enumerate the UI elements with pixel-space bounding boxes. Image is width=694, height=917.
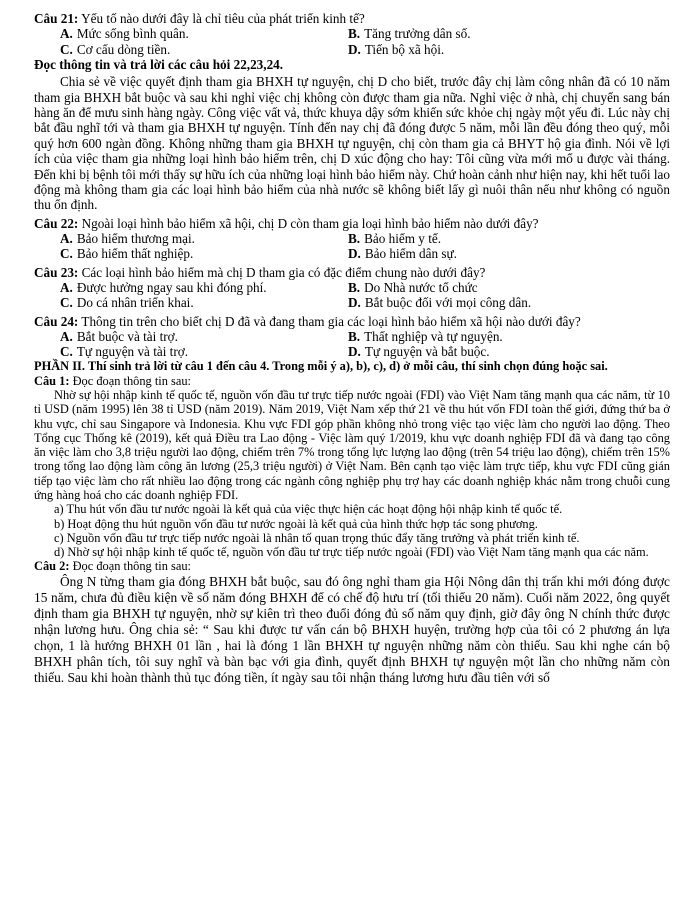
option-c: C. Tự nguyện và tài trợ.	[60, 344, 188, 360]
question-number: Câu 21:	[34, 11, 79, 26]
question-text: Yếu tố nào dưới đây là chỉ tiêu của phát triển kinh tế?	[81, 11, 365, 26]
question-2-lead: Câu 2: Đọc đoạn thông tin sau:	[34, 559, 191, 574]
statement-c: c) Nguồn vốn đầu tư trực tiếp nước ngoài là nhân tố quan trọng thúc đẩy tăng trưởng và phát triển kinh tế.	[54, 530, 580, 545]
question-22-options	[34, 231, 670, 261]
passage-paragraph: Chia sẻ về việc quyết định tham gia BHXH tự nguyện, chị D cho biết, trước đây chị làm công nhân đã có 10 năm tham gia BHXH bắt buộc và sau khi nghỉ việc chị không còn được tham gia nữa. Nghỉ việc ở nhà, chị chuyển sang bán hàng ăn để mưu sinh hàng ngày. Công việc vất vả, thức khuya dậy sớm khiến sức khỏe chị ngày một yếu đi. Lúc này chị bắt đầu nghĩ tới và tham gia BHXH tự nguyện. Tính đến nay chị đã đóng được 5 năm, mỗi lần đều đóng theo quý, mỗi quý hơn 600 ngàn đồng. Không những tham gia BHXH tự nguyện, chị còn tham gia cả BHYT hộ gia đình. Nói về lợi ích của việc tham gia những loại hình bảo hiểm trên, chị D xúc động cho hay: Tôi cũng vừa mới mổ u được vài tháng. Đến khi bị bệnh tôi mới thấy sự hữu ích của những loại hình bảo hiểm này. Chứ hoàn cảnh như hiện nay, khi hết tuổi lao động mà không tham gia các loại hình bảo hiểm của nhà nước sẽ không biết lấy gì nuôi thân nếu như không có nguồn thu ổn định.	[34, 74, 670, 213]
question-21	[34, 11, 670, 26]
option-c: C. Cơ cấu dòng tiền.	[60, 41, 171, 57]
option-b: B. Do Nhà nước tổ chức	[348, 280, 478, 296]
question-1-lead: Câu 1: Đọc đoạn thông tin sau:	[34, 373, 191, 388]
question-24: Câu 24: Thông tin trên cho biết chị D đã và đang tham gia các loại hình bảo hiểm xã hội nào dưới đây?	[34, 313, 581, 329]
passage-paragraph: Ông N từng tham gia đóng BHXH bắt buộc, sau đó ông nghỉ tham gia Hội Nông dân thị trấn khi mới đóng được 15 năm, chưa đủ điều kiện về số năm đóng BHXH để có chế độ hưu trí (tối thiểu 20 năm). Cuối năm 2022, ông quyết định tham gia BHXH tự nguyện, nhờ sự kiên trì theo đuổi đóng đủ số năm quy định, giờ đây ông N chính thức được nhận lương hưu. Ông chia sẻ: “ Sau khi được tư vấn cán bộ BHXH huyện, trường hợp của tôi có 2 phương án lựa chọn, 1 là hướng BHXH 01 lần , hai là đóng 1 lần BHXH tự nguyện những năm còn thiếu. Sau khi nghe cán bộ BHXH phân tích, tôi suy nghĩ và bàn bạc với gia đình, quyết định BHXH tự nguyện một lần cho những năm còn thiếu. Sau khi hoàn thành thủ tục đóng tiền, ít ngày sau tôi nhận tháng lương hưu đầu tiên với số	[34, 573, 670, 685]
question-24-options	[34, 329, 670, 359]
statement-b: b) Hoạt động thu hút nguồn vốn đầu tư nước ngoài là kết quả của hình thức hợp tác song phương.	[54, 516, 538, 531]
option-a: A. Mức sống bình quân.	[60, 26, 189, 42]
question-23-options	[34, 280, 670, 310]
part-2-heading: PHẦN II. Thí sinh trả lời từ câu 1 đến câu 4. Trong mỗi ý a), b), c), d) ở mỗi câu, thí sinh chọn đúng hoặc sai.	[34, 359, 608, 374]
option-b: B. Bảo hiểm y tế.	[348, 231, 442, 247]
option-a: A. Bảo hiểm thương mại.	[60, 231, 195, 247]
question-22: Câu 22: Ngoài loại hình bảo hiểm xã hội, chị D còn tham gia loại hình bảo hiểm nào dưới đây?	[34, 215, 539, 231]
question-23: Câu 23: Các loại hình bảo hiểm mà chị D tham gia có đặc điểm chung nào dưới đây?	[34, 264, 486, 280]
option-d: D. Bảo hiểm dân sự.	[348, 246, 457, 262]
question-21-options	[34, 26, 670, 56]
option-a: A. Được hưởng ngay sau khi đóng phí.	[60, 280, 267, 296]
option-b: B. Thất nghiệp và tự nguyện.	[348, 328, 503, 344]
option-d: D. Tiến bộ xã hội.	[348, 41, 445, 57]
statement-d: d) Nhờ sự hội nhập kinh tế quốc tế, nguồn vốn đầu tư trực tiếp nước ngoài (FDI) vào Việt Nam tăng mạnh qua các năm.	[54, 545, 649, 560]
statement-a: a) Thu hút vốn đầu tư nước ngoài là kết quả của việc thực hiện các hoạt động hội nhập kinh tế quốc tế.	[54, 502, 563, 517]
passage-paragraph: Nhờ sự hội nhập kinh tế quốc tế, nguồn vốn đầu tư trực tiếp nước ngoài (FDI) vào Việt Nam tăng mạnh qua các năm, từ 10 tỉ USD (năm 1995) lên 38 tỉ USD (năm 2019). Năm 2019, Việt Nam xếp thứ 21 về thu hút vốn FDI toàn thế giới, đứng thứ ba ở khu vực, chỉ sau Singapore và Indonesia. Khu vực FDI góp phần không nhỏ trong việc tạo việc làm cho người lao động. Theo Tổng cục Thống kê (2019), kết quả Điều tra Lao động - Việc làm quý 1/2019, khu vực doanh nghiệp FDI đã và đang tạo công ăn việc làm cho 3,8 triệu người lao động, chiếm trên 7% trong tổng lực lượng lao động (trên 54 triệu lao động), chiếm trên 15% trong tổng lao động làm công ăn lương (25,3 triệu người) ở Việt Nam. Bên cạnh tạo việc làm trực tiếp, khu vực FDI cũng gián tiếp tạo việc làm cho rất nhiều lao động trong các ngành công nghiệp phụ trợ hay các doanh nghiệp khác nằm trong chuỗi cung ứng hàng hoá cho các doanh nghiệp FDI.	[34, 387, 670, 502]
option-c: C. Bảo hiểm thất nghiệp.	[60, 246, 194, 262]
option-b: B. Tăng trưởng dân số.	[348, 26, 471, 42]
section-heading: Đọc thông tin và trả lời các câu hỏi 22,23,24.	[34, 56, 284, 72]
option-c: C. Do cá nhân triển khai.	[60, 295, 194, 311]
option-a: A. Bắt buộc và tài trợ.	[60, 328, 178, 344]
option-d: D. Bắt buộc đối với mọi công dân.	[348, 295, 532, 311]
option-d: D. Tự nguyện và bắt buộc.	[348, 344, 490, 360]
